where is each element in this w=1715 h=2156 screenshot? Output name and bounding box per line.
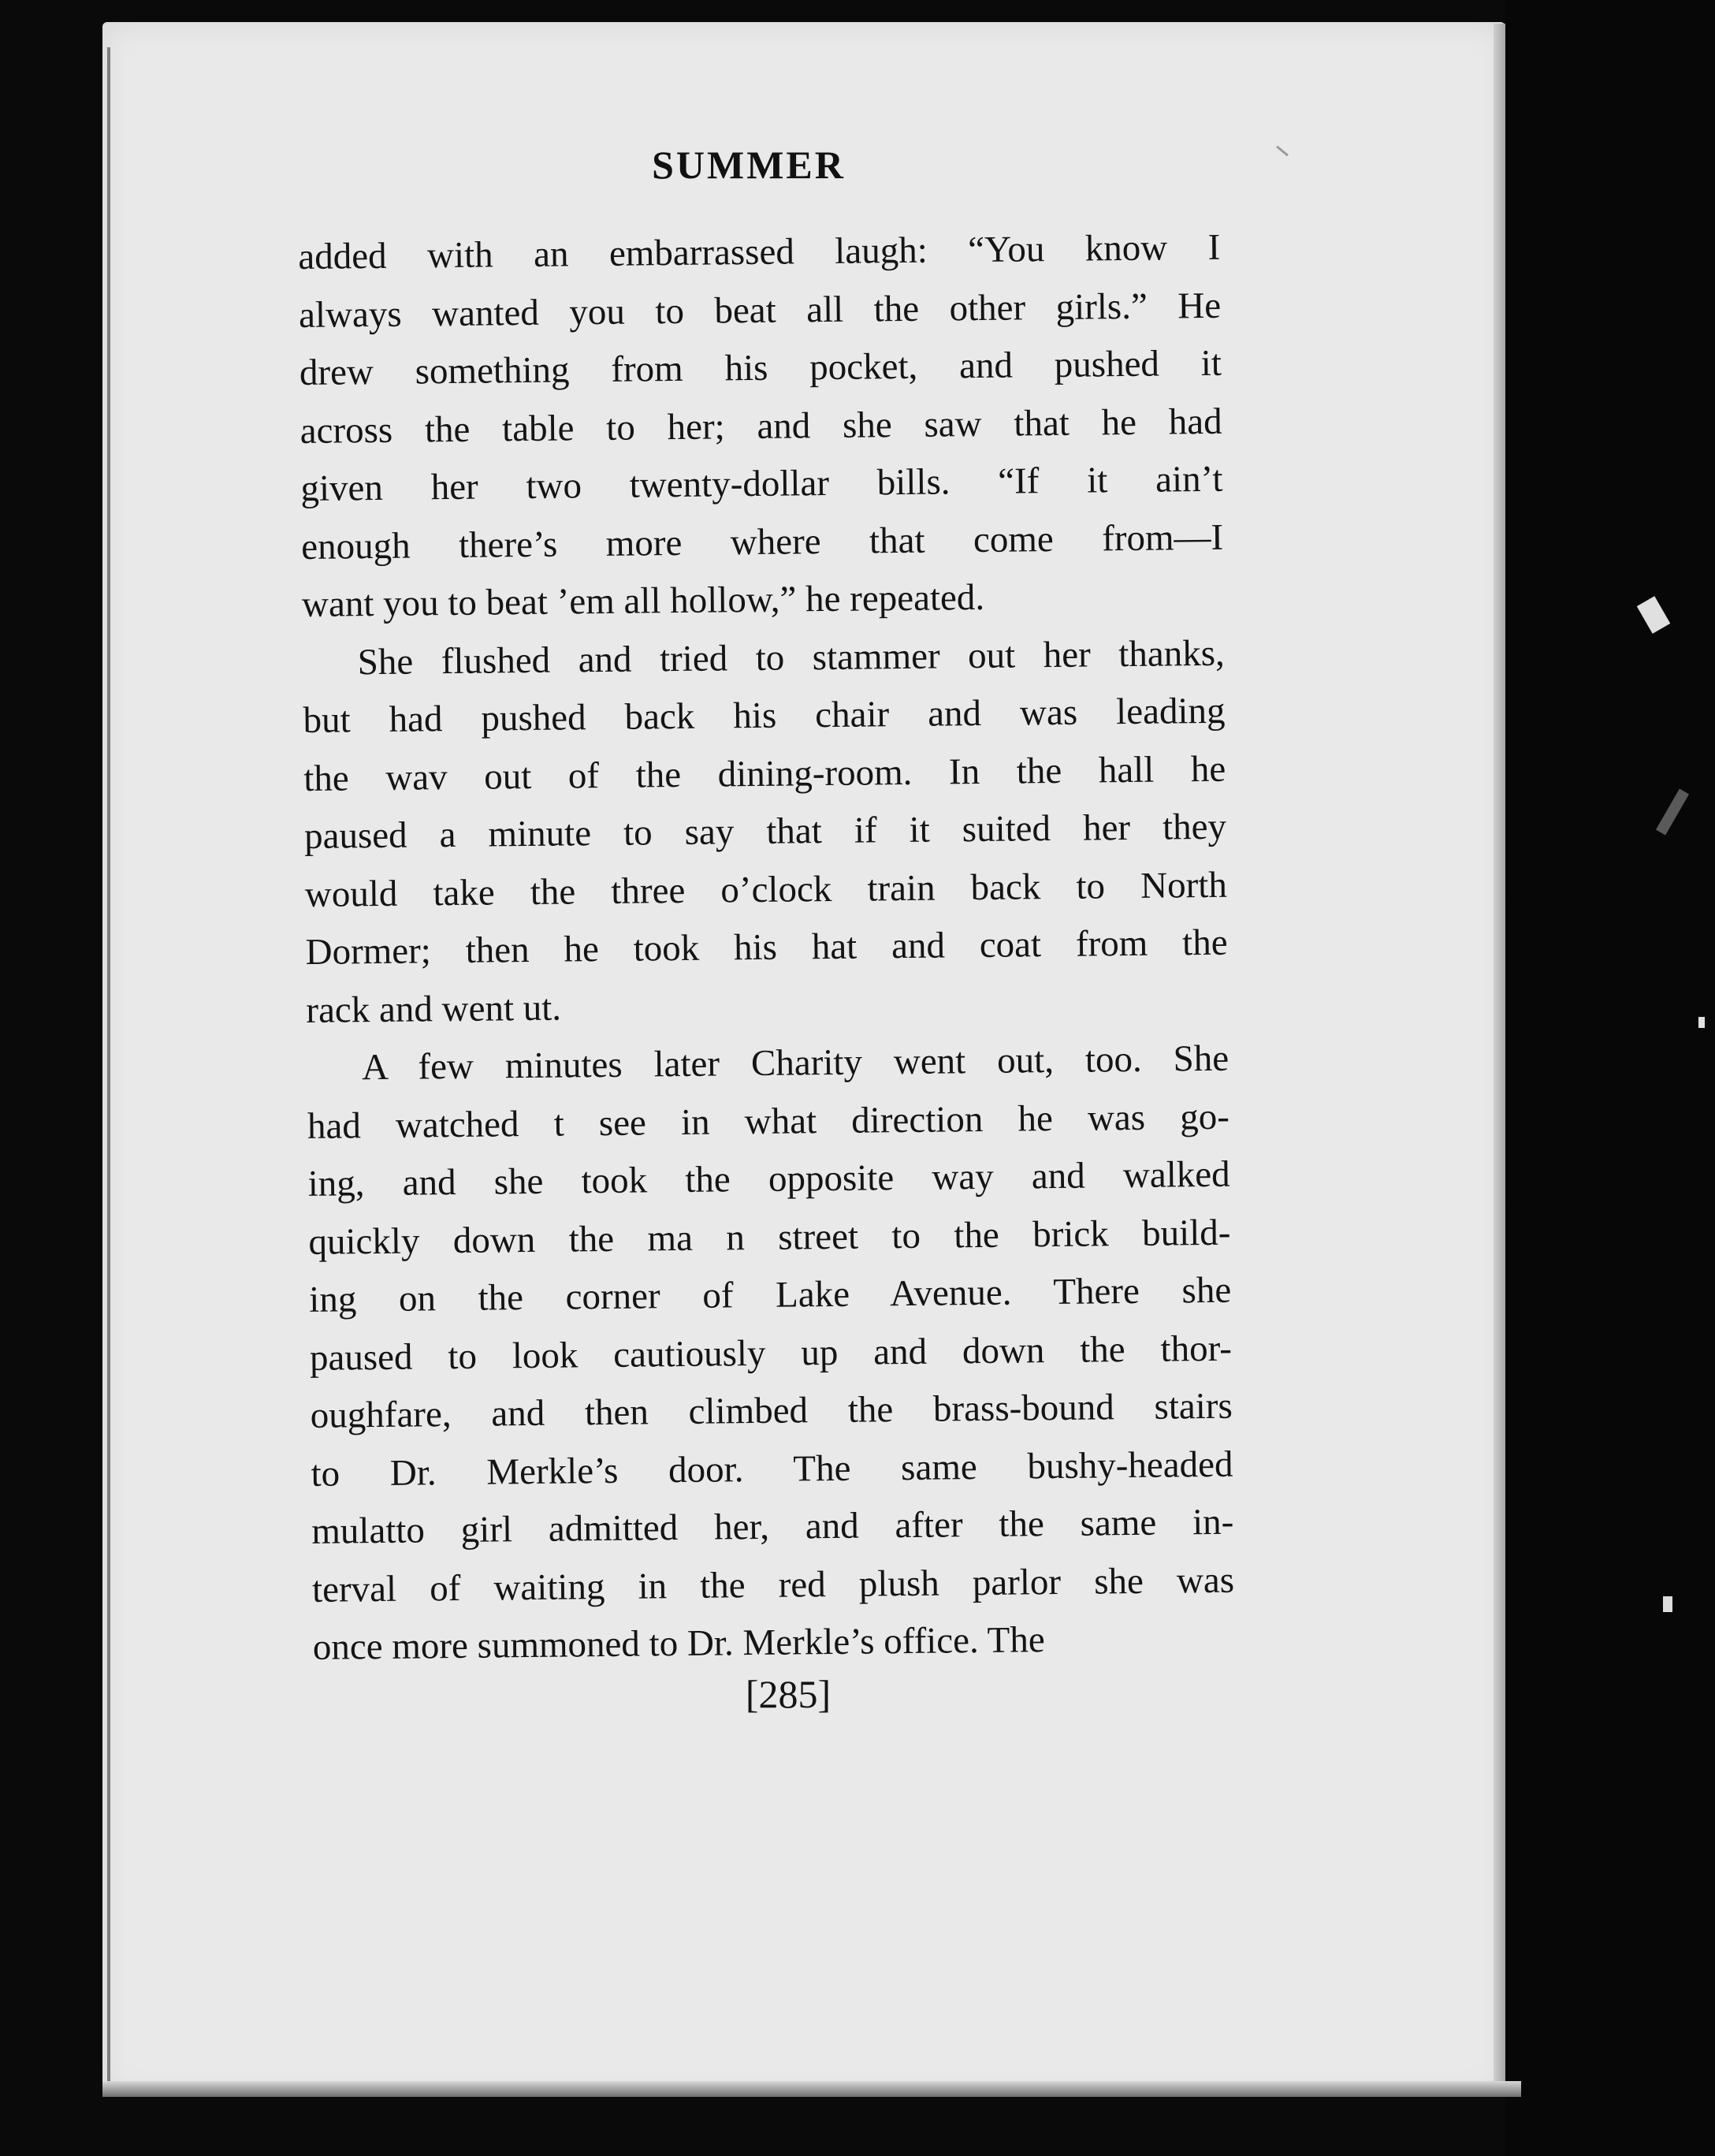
text-line: mulatto girl admitted her, and after the same in-	[311, 1501, 1234, 1552]
text-line: across the table to her; and she saw that he had	[299, 400, 1222, 452]
text-line: Dormer; then he took his hat and coat from the	[305, 922, 1228, 973]
left-scan-margin	[0, 0, 102, 2156]
text-line: oughfare, and then climbed the brass-bound stairs	[310, 1385, 1233, 1436]
page-number: [285]	[745, 1672, 831, 1716]
running-head: SUMMER	[652, 143, 846, 187]
scan-speck	[1663, 1596, 1672, 1612]
text-line: to Dr. Merkle’s door. The same bushy-headed	[311, 1443, 1233, 1495]
text-line: A few minutes later Charity went out, too. She	[361, 1037, 1230, 1089]
text-line: once more summoned to Dr. Merkle’s office. The	[312, 1619, 1045, 1668]
text-line: quickly down the ma n street to the brick build-	[308, 1212, 1231, 1263]
scan-speck	[1698, 1017, 1705, 1028]
text-line: want you to beat ’em all hollow,” he repeated.	[301, 576, 985, 625]
text-line: enough there’s more where that come from—I	[300, 516, 1224, 568]
text-line: paused to look cautiously up and down the thor-	[309, 1327, 1233, 1379]
gutter-shadow	[107, 47, 110, 2081]
text-line: paused a minute to say that if it suited her they	[303, 806, 1227, 857]
text-line: but had pushed back his chair and was leading	[303, 690, 1226, 741]
text-line: She flushed and tried to stammer out her thanks,	[357, 632, 1225, 683]
text-line: the wav out of the dining-room. In the hall he	[303, 748, 1226, 799]
text-line: had watched t see in what direction he was go-	[307, 1096, 1230, 1147]
text-line: given her two twenty-dollar bills. “If it ain’t	[300, 458, 1223, 509]
text-line: drew something from his pocket, and pushed it	[299, 342, 1222, 393]
body-text	[298, 219, 1235, 1678]
paragraph	[298, 219, 1224, 635]
text-line: ing on the corner of Lake Avenue. There she	[308, 1269, 1232, 1320]
text-line: rack and went ut.	[306, 987, 562, 1031]
paragraph	[307, 1030, 1235, 1678]
text-line: ing, and she took the opposite way and walked	[307, 1153, 1230, 1205]
right-scan-margin	[1505, 0, 1715, 2156]
page-edge-bottom	[102, 2081, 1521, 2097]
text-line: would take the three o’clock train back to North	[304, 864, 1228, 915]
text-line: added with an embarrassed laugh: “You know I	[298, 226, 1221, 277]
text-line: terval of waiting in the red plush parlor she was	[311, 1559, 1235, 1610]
paragraph	[302, 624, 1228, 1040]
text-line: always wanted you to beat all the other girls.” He	[298, 285, 1222, 336]
